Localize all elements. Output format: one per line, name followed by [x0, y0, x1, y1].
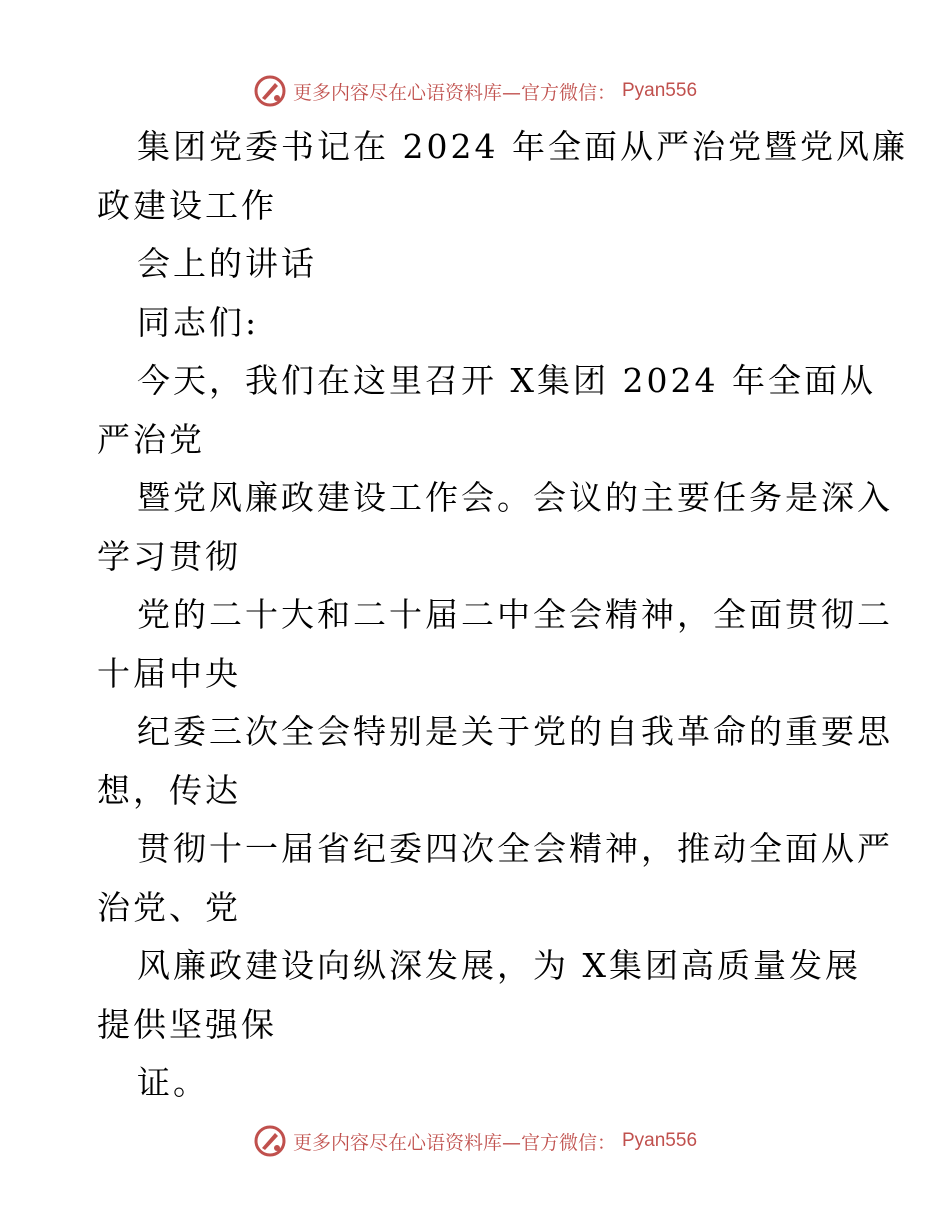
document-line: 学习贯彻: [97, 536, 241, 576]
document-line: 证。: [137, 1063, 209, 1102]
document-line: 提供坚强保: [97, 1004, 277, 1044]
document-body: [97, 118, 908, 1113]
document-line: 严治党: [97, 419, 205, 459]
watermark-footer: [0, 1124, 950, 1158]
document-line: 治党、党: [97, 887, 241, 927]
document-line: 党的二十大和二十届二中全会精神，全面贯彻二: [137, 595, 893, 634]
watermark-wechat-id: Pyan556: [622, 1130, 698, 1151]
brand-logo-icon: [253, 74, 287, 108]
watermark-wechat-id: Pyan556: [622, 80, 698, 101]
document-line: 今天，我们在这里召开 X集团 2024 年全面从: [137, 361, 876, 400]
document-line: 暨党风廉政建设工作会。会议的主要任务是深入: [137, 478, 893, 517]
document-line: 想，传达: [97, 770, 241, 810]
document-line: 风廉政建设向纵深发展，为 X集团高质量发展: [137, 946, 861, 985]
document-line: 集团党委书记在 2024 年全面从严治党暨党风廉: [137, 127, 908, 166]
document-line: 十届中央: [97, 653, 241, 693]
document-line: 政建设工作: [97, 185, 277, 225]
watermark-text: 更多内容尽在心语资料库—官方微信：: [292, 1131, 616, 1154]
document-line: 贯彻十一届省纪委四次全会精神，推动全面从严: [137, 829, 893, 868]
brand-logo-icon: [253, 1124, 287, 1158]
document-line: 同志们:: [137, 302, 260, 342]
document-line: 纪委三次全会特别是关于党的自我革命的重要思: [137, 712, 893, 751]
watermark-header: [0, 74, 950, 108]
document-line: 会上的讲话: [137, 244, 317, 283]
watermark-text: 更多内容尽在心语资料库—官方微信：: [292, 81, 616, 104]
